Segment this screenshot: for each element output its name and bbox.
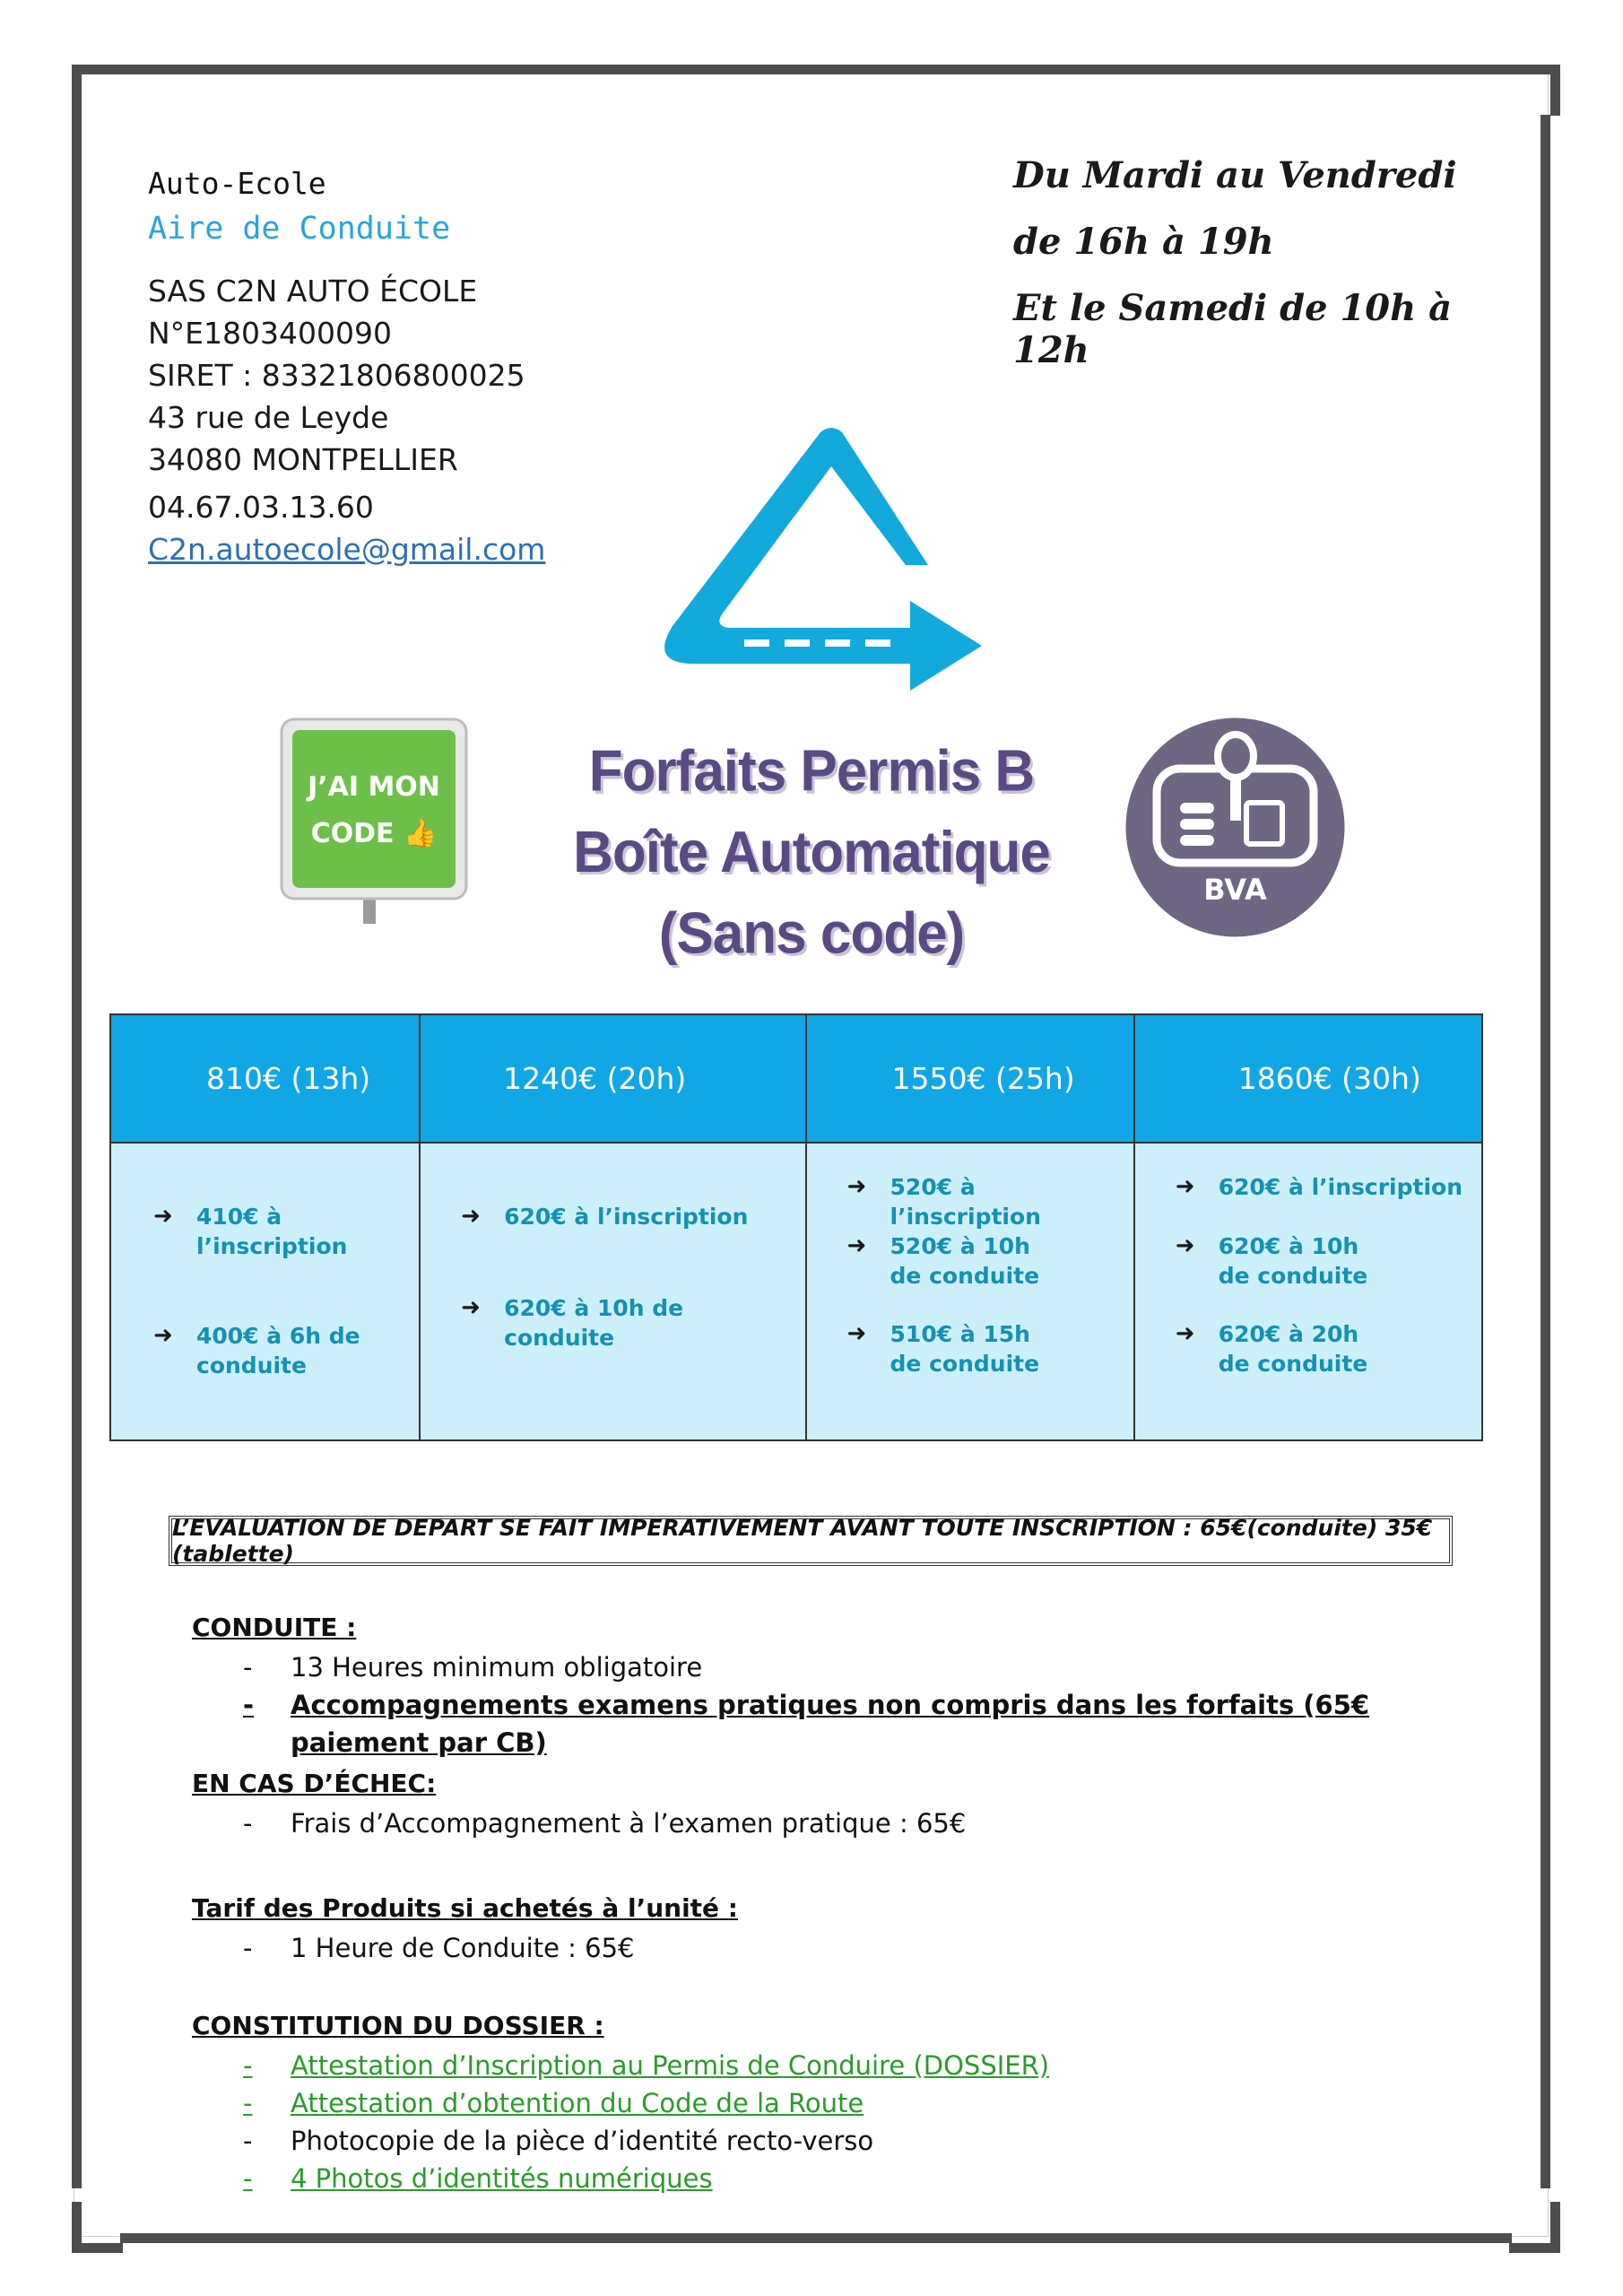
dossier-link-inscription[interactable]: - Attestation d’Inscription au Permis de Conduire (DOSSIER) — [243, 2050, 1050, 2081]
siret-number: SIRET : 83321806800025 — [148, 358, 525, 393]
list-item: - 1 Heure de Conduite : 65€ — [243, 1933, 635, 1963]
gearstick-icon — [1121, 713, 1350, 942]
bva-label: BVA — [1203, 873, 1267, 907]
section-conduite — [192, 1607, 1447, 1761]
frame-right-bar — [1541, 115, 1550, 2188]
frame-left-bar — [72, 115, 82, 2188]
list-item: - Frais d’Accompagnement à l’examen pratique : 65€ — [243, 1808, 967, 1839]
payment-step: ➜ 520€ à 10h de conduite — [846, 1232, 1040, 1289]
arrow-icon: ➜ — [461, 1203, 481, 1230]
pricing-header-25h: 1550€ (25h) — [806, 1014, 1134, 1143]
school-name: Aire de Conduite — [148, 211, 451, 247]
frame-corner-top-right — [1509, 65, 1560, 116]
payment-step: ➜ 620€ à 10h de conduite — [461, 1294, 684, 1351]
payment-step: ➜ 520€ à l’inscription — [846, 1173, 1041, 1230]
hours-line-1: Du Mardi au Vendredi — [1013, 154, 1457, 196]
hours-line-2: de 16h à 19h — [1013, 221, 1274, 263]
pricing-col-30h — [1134, 1143, 1482, 1440]
payment-step: ➜ 410€ à l’inscription — [153, 1203, 348, 1259]
list-item: - Photocopie de la pièce d’identité recto-verso — [243, 2126, 874, 2156]
pricing-body-row — [110, 1143, 1482, 1440]
hours-line-3: Et le Samedi de 10h à 12h — [1013, 287, 1453, 371]
street-address: 43 rue de Leyde — [148, 400, 389, 435]
payment-step: ➜ 400€ à 6h de conduite — [153, 1322, 360, 1378]
email-link[interactable]: C2n.autoecole@gmail.com — [148, 532, 546, 567]
echec-heading: EN CAS D’ÉCHEC: — [192, 1769, 437, 1798]
company-name: SAS C2N AUTO ÉCOLE — [148, 274, 478, 309]
pricing-col-13h — [110, 1143, 420, 1440]
tarif-heading: Tarif des Produits si achetés à l’unité : — [192, 1893, 738, 1923]
aire-de-conduite-logo-icon — [641, 422, 991, 718]
pricing-header-20h: 1240€ (20h) — [420, 1014, 805, 1143]
payment-step: ➜ 510€ à 15h de conduite — [846, 1320, 1040, 1377]
payment-step: ➜ 620€ à l’inscription — [1175, 1173, 1462, 1200]
arrow-icon: ➜ — [846, 1232, 867, 1259]
dossier-link-code[interactable]: - Attestation d’obtention du Code de la Route — [243, 2088, 864, 2118]
arrow-icon: ➜ — [461, 1294, 481, 1321]
title-line-1: Forfaits Permis B — [588, 738, 1035, 804]
pricing-header-30h: 1860€ (30h) — [1134, 1014, 1482, 1143]
pricing-header-row — [110, 1014, 1482, 1143]
arrow-icon: ➜ — [1175, 1320, 1195, 1347]
school-label: Auto-Ecole — [148, 166, 326, 201]
agreement-number: N°E1803400090 — [148, 316, 392, 351]
pricing-col-25h — [806, 1143, 1134, 1440]
arrow-icon: ➜ — [846, 1173, 867, 1200]
frame-bottom-bar — [120, 2233, 1512, 2243]
conduite-heading: CONDUITE : — [192, 1613, 357, 1642]
arrow-icon: ➜ — [1175, 1232, 1195, 1259]
arrow-icon: ➜ — [153, 1322, 173, 1349]
section-dossier — [192, 2005, 1447, 2197]
dossier-heading: CONSTITUTION DU DOSSIER : — [192, 2011, 604, 2040]
arrow-icon: ➜ — [153, 1203, 173, 1230]
payment-step: ➜ 620€ à l’inscription — [461, 1203, 749, 1230]
list-item: - Accompagnements examens pratiques non compris dans les forfaits (65€ paiement par CB) — [243, 1690, 1370, 1758]
pricing-header-13h: 810€ (13h) — [110, 1014, 420, 1143]
pricing-col-20h — [420, 1143, 805, 1440]
title-line-3: (Sans code) — [658, 900, 965, 966]
frame-corner-bottom-left — [72, 2202, 123, 2253]
bva-badge — [1121, 713, 1350, 942]
payment-step: ➜ 620€ à 20h de conduite — [1175, 1320, 1368, 1377]
city-address: 34080 MONTPELLIER — [148, 442, 458, 477]
thumbs-up-icon: 👍 — [404, 818, 438, 849]
frame-corner-top-left — [72, 65, 123, 116]
frame-corner-bottom-right — [1509, 2202, 1560, 2253]
list-item: - 13 Heures minimum obligatoire — [243, 1652, 703, 1683]
pricing-table — [109, 1013, 1483, 1441]
offer-title — [502, 732, 1121, 975]
frame-top-bar — [120, 65, 1512, 74]
code-sign-line-2: CODE — [310, 818, 395, 849]
jai-mon-code-sign — [280, 718, 468, 924]
section-echec — [192, 1763, 1447, 1842]
payment-step: ➜ 620€ à 10h de conduite — [1175, 1232, 1368, 1289]
arrow-icon: ➜ — [1175, 1173, 1195, 1200]
title-line-2: Boîte Automatique — [573, 820, 1050, 885]
section-tarif — [192, 1888, 1447, 1967]
arrow-icon: ➜ — [846, 1320, 867, 1347]
evaluation-notice: L’EVALUATION DE DEPART SE FAIT IMPERATIVEMENT AVANT TOUTE INSCRIPTION : 65€(conduite) 35€ (tablette) — [169, 1516, 1453, 1566]
code-sign-line-1: J’AI MON — [308, 771, 440, 803]
phone-number: 04.67.03.13.60 — [148, 490, 374, 525]
opening-hours — [1013, 154, 1515, 371]
dossier-link-photos[interactable]: - 4 Photos d’identités numériques — [243, 2163, 713, 2194]
